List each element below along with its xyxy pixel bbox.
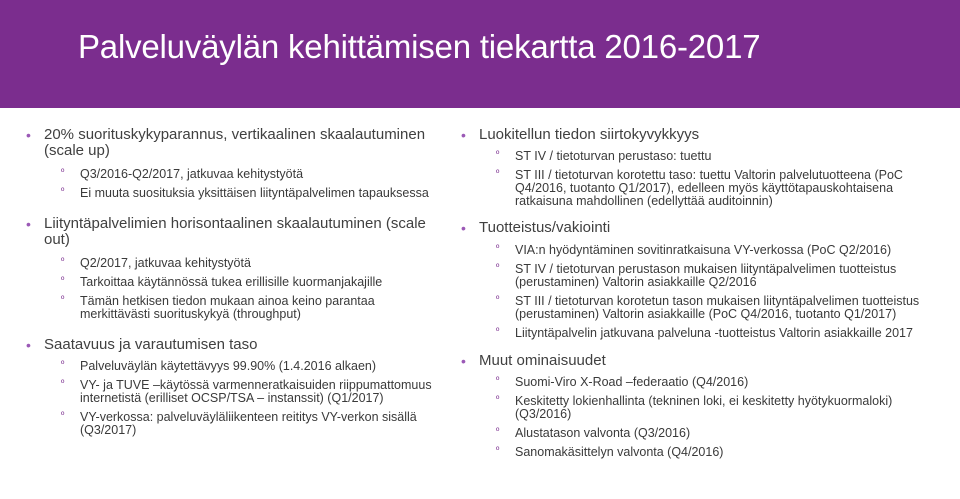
sub-bullet-text: Ei muuta suosituksia yksittäisen liityntäpalvelimen tapauksessa	[80, 186, 429, 200]
sub-bullet-text: Tarkoittaa käytännössä tukea erillisille kuormanjakajille	[80, 275, 383, 289]
sub-bullet-text: Liityntäpalvelin jatkuvana palveluna -tuotteistus Valtorin asiakkaille 2017	[515, 326, 913, 340]
sub-bullet-icon: º	[61, 294, 65, 304]
bullet-scale-out	[26, 216, 446, 248]
sub-bullet-text: Alustatason valvonta (Q3/2016)	[515, 426, 691, 440]
sub-bullet-icon: º	[61, 359, 65, 369]
sub-bullet-text: ST IV / tietoturvan perustason mukaisen liityntäpalvelimen tuotteistus (perustaminen) Valtorin asiakkaille Q2/2016	[515, 262, 897, 289]
bullet-text: Luokitellun tiedon siirtokyvykkyys	[479, 126, 700, 143]
bullet-text: Saatavuus ja varautumisen taso	[44, 336, 258, 353]
sub-bullet	[461, 446, 951, 459]
sub-bullet	[26, 276, 446, 289]
sub-bullet-icon: º	[496, 243, 500, 253]
sub-bullet	[461, 395, 951, 421]
sub-bullet-icon: º	[496, 426, 500, 436]
bullet-dot-icon: •	[26, 216, 31, 232]
bullet-productization	[461, 220, 951, 236]
sub-bullet-icon: º	[61, 275, 65, 285]
bullet-text: Liityntäpalvelimien horisontaalinen skaalautuminen (scale out)	[44, 215, 426, 248]
sub-bullet-icon: º	[496, 394, 500, 404]
sub-bullet	[461, 327, 951, 340]
sub-bullet-icon: º	[61, 410, 65, 420]
sub-bullet	[26, 411, 446, 437]
bullet-availability	[26, 337, 446, 353]
sub-bullet	[26, 168, 446, 181]
sub-bullet-text: Tämän hetkisen tiedon mukaan ainoa keino parantaa merkittävästi suorituskykyä (throughput)	[80, 294, 375, 321]
title-banner	[0, 0, 960, 108]
sub-bullet-icon: º	[496, 375, 500, 385]
sub-bullet-text: VY-verkossa: palveluväyläliikenteen reititys VY-verkon sisällä (Q3/2017)	[80, 410, 417, 437]
left-column	[26, 124, 446, 437]
bullet-text: 20% suorituskykyparannus, vertikaalinen skaalautuminen (scale up)	[44, 126, 426, 159]
sub-bullet-icon: º	[61, 256, 65, 266]
bullet-scale-up	[26, 127, 446, 159]
sub-bullet-icon: º	[496, 168, 500, 178]
bullet-dot-icon: •	[461, 353, 466, 369]
sub-bullet	[461, 427, 951, 440]
bullet-dot-icon: •	[461, 127, 466, 143]
sub-bullet	[26, 360, 446, 373]
sub-bullet	[26, 295, 446, 321]
sub-bullet-text: Q2/2017, jatkuvaa kehitystyötä	[80, 256, 251, 270]
bullet-dot-icon: •	[461, 220, 466, 236]
sub-bullet-icon: º	[496, 445, 500, 455]
sub-bullet	[461, 244, 951, 257]
sub-bullet	[461, 150, 951, 163]
sub-bullet	[26, 379, 446, 405]
sub-bullet	[461, 376, 951, 389]
bullet-text: Tuotteistus/vakiointi	[479, 219, 611, 236]
sub-bullet-text: Q3/2016-Q2/2017, jatkuvaa kehitystyötä	[80, 167, 304, 181]
sub-bullet-icon: º	[496, 294, 500, 304]
right-column	[461, 124, 951, 459]
bullet-dot-icon: •	[26, 337, 31, 353]
bullet-dot-icon: •	[26, 127, 31, 143]
sub-bullet	[26, 257, 446, 270]
bullet-classified-data	[461, 127, 951, 143]
sub-bullet-text: ST III / tietoturvan korotetun tason mukaisen liityntäpalvelimen tuotteistus (perustaminen) Valtorin asiakkaille (PoC Q4/2016, tuotanto Q1/2017)	[515, 294, 920, 321]
sub-bullet-text: ST IV / tietoturvan perustaso: tuettu	[515, 149, 712, 163]
sub-bullet	[461, 295, 951, 321]
sub-bullet-icon: º	[61, 378, 65, 388]
sub-bullet-icon: º	[496, 326, 500, 336]
sub-bullet	[26, 187, 446, 200]
sub-bullet-text: Palveluväylän käytettävyys 99.90% (1.4.2016 alkaen)	[80, 359, 377, 373]
sub-bullet-icon: º	[496, 149, 500, 159]
sub-bullet-text: Sanomakäsittelyn valvonta (Q4/2016)	[515, 445, 724, 459]
slide-title: Palveluväylän kehittämisen tiekartta 2016-2017	[78, 28, 761, 65]
sub-bullet	[461, 169, 951, 208]
sub-bullet-icon: º	[496, 262, 500, 272]
bullet-text: Muut ominaisuudet	[479, 352, 606, 369]
sub-bullet-icon: º	[61, 167, 65, 177]
sub-bullet-icon: º	[61, 186, 65, 196]
sub-bullet-text: VY- ja TUVE –käytössä varmenneratkaisuiden riippumattomuus internetistä (erilliset OCSP/TSA – instanssit) (Q1/2017)	[80, 378, 432, 405]
sub-bullet-text: ST III / tietoturvan korotettu taso: tuettu Valtorin palvelutuotteena (PoC Q4/2016, tuotanto Q1/2017), edelleen myös käyttötapauskohtaisena ratkaisuna mahdollinen (edellyttää auditoinnin)	[515, 168, 903, 208]
bullet-other-features	[461, 353, 951, 369]
sub-bullet	[461, 263, 951, 289]
sub-bullet-text: Suomi-Viro X-Road –federaatio (Q4/2016)	[515, 375, 749, 389]
sub-bullet-text: Keskitetty lokienhallinta (tekninen loki, ei keskitetty hyötykuormaloki) (Q3/2016)	[515, 394, 893, 421]
sub-bullet-text: VIA:n hyödyntäminen sovitinratkaisuna VY-verkossa (PoC Q2/2016)	[515, 243, 892, 257]
